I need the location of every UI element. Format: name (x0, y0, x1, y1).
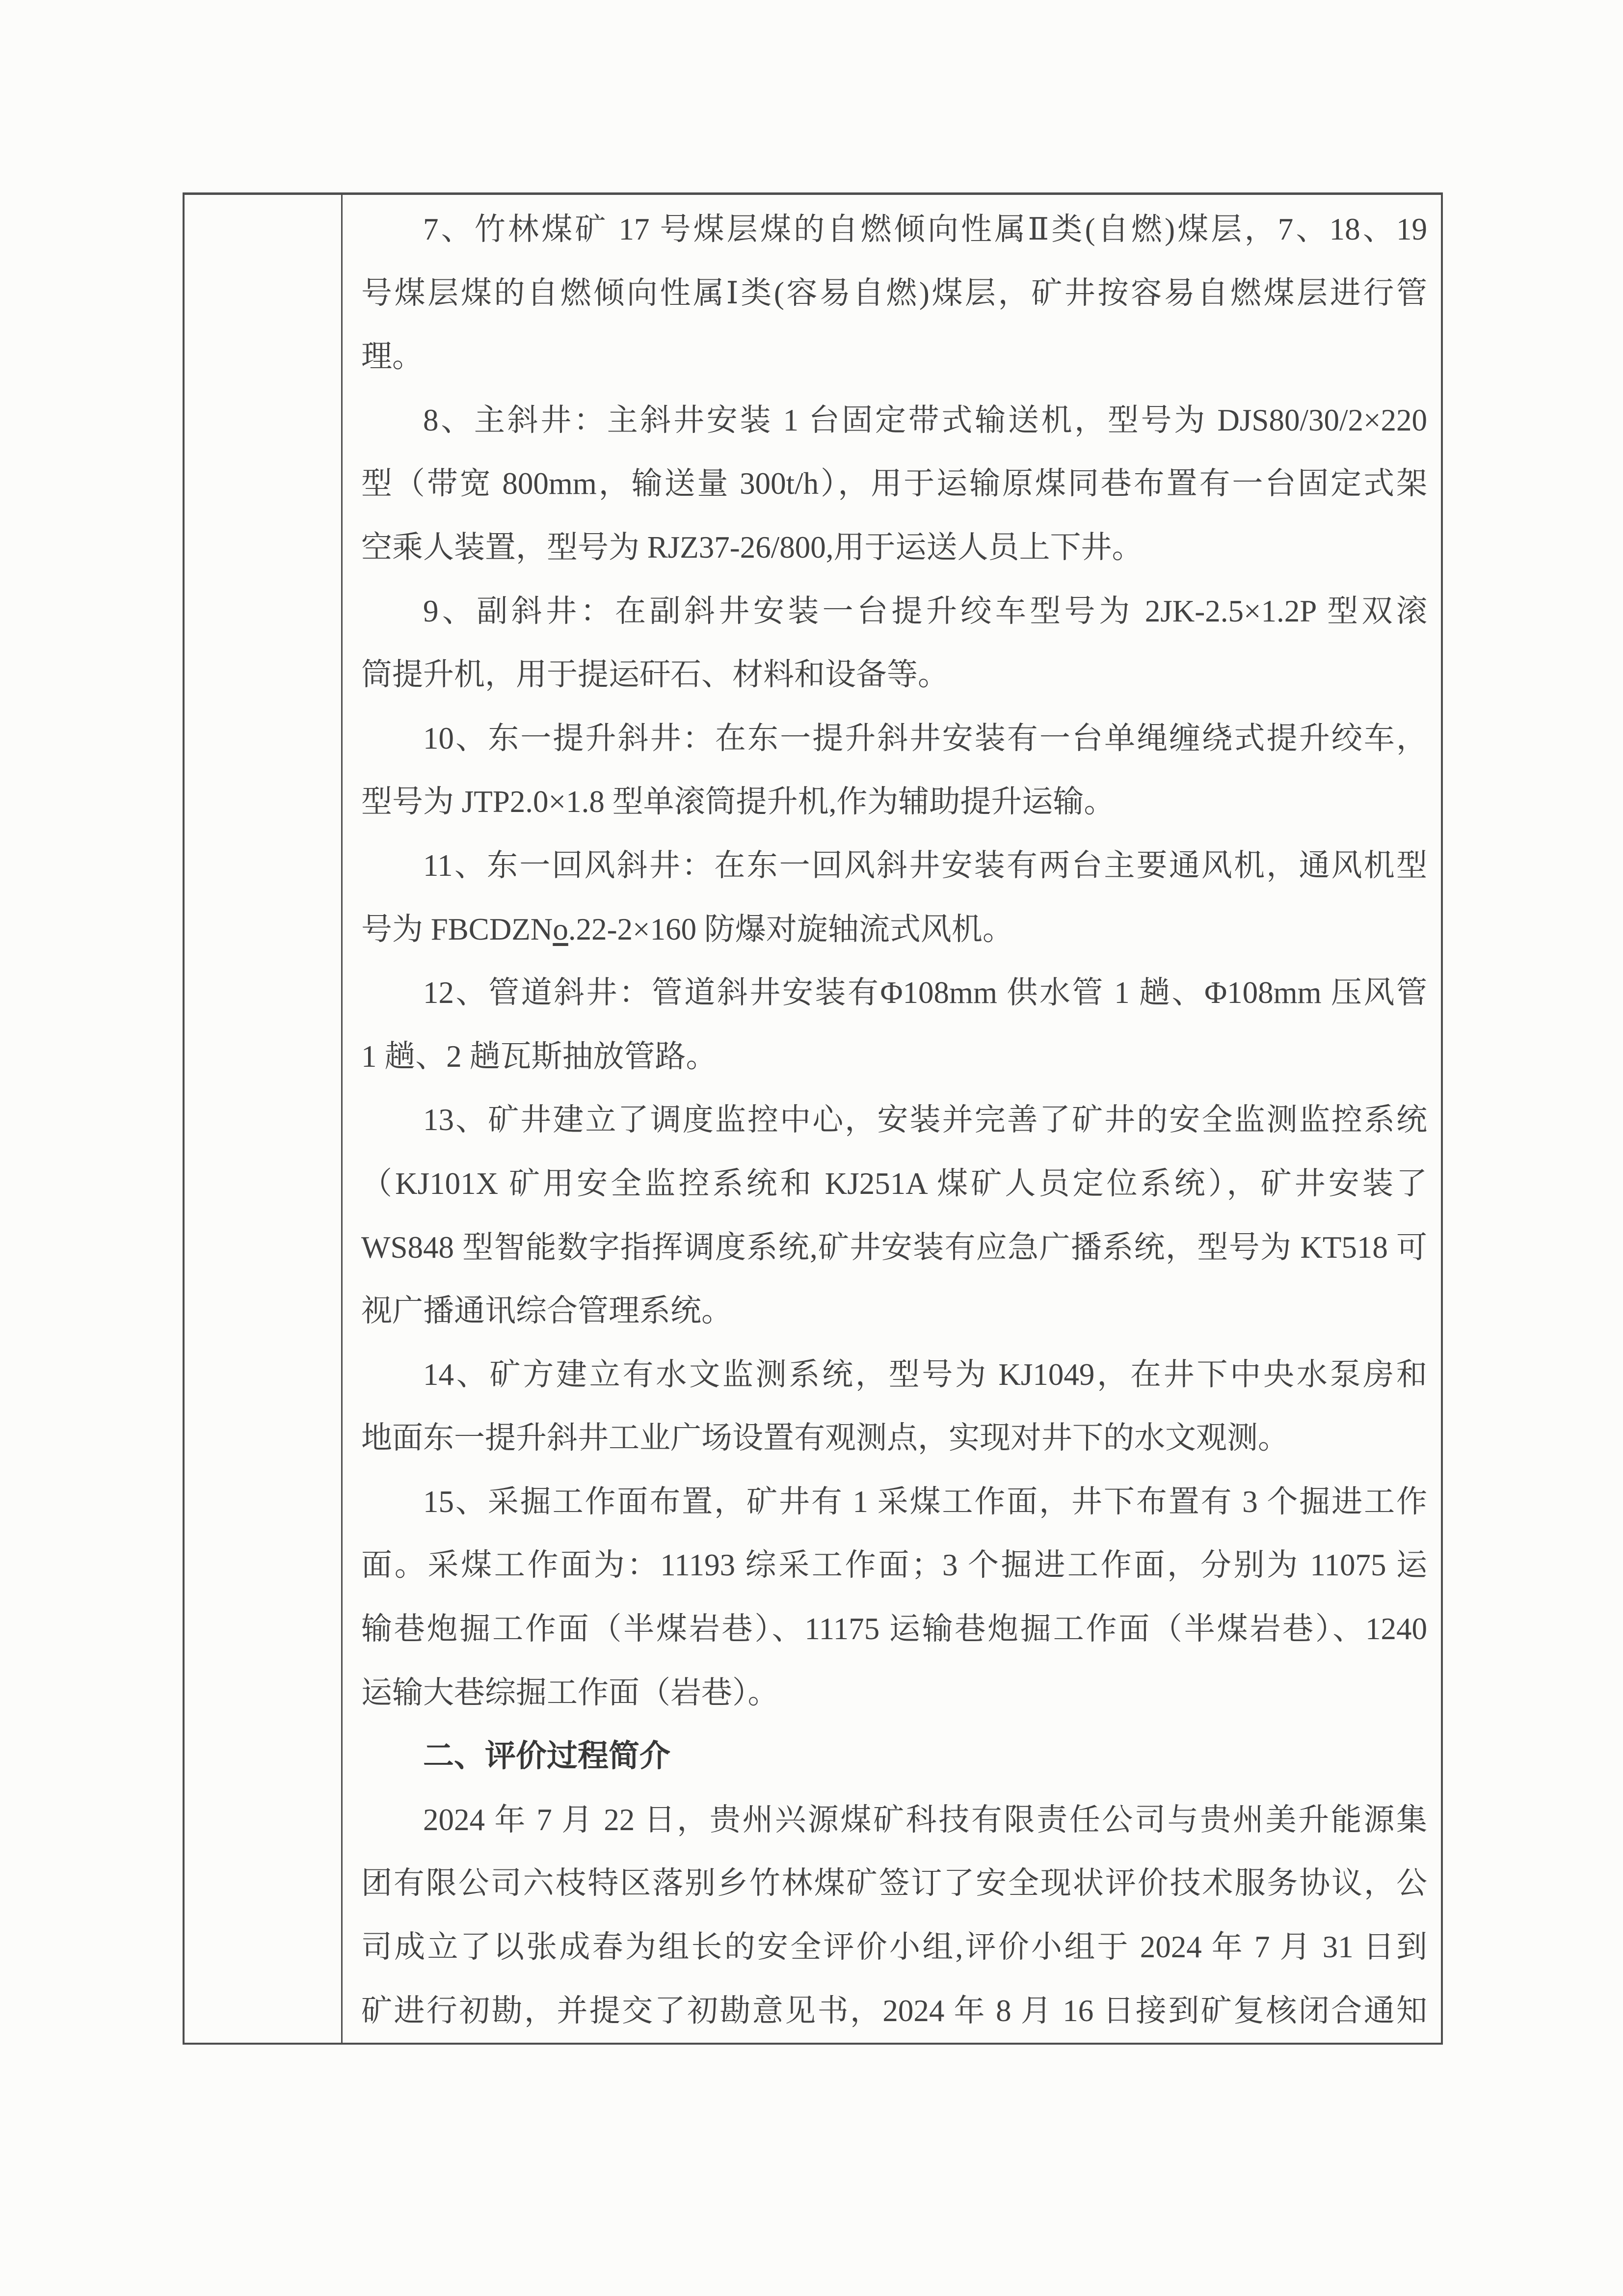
text-line: 矿进行初勘，并提交了初勘意见书，2024 年 8 月 16 日接到矿复核闭合通知 (361, 1993, 1427, 2028)
text-line: 15、采掘工作面布置，矿井有 1 采煤工作面，井下布置有 3 个掘进工作 (423, 1484, 1427, 1519)
text-segment: .22-2×160 防爆对旋轴流式风机。 (568, 912, 1013, 946)
text-line: 10、东一提升斜井：在东一提升斜井安装有一台单绳缠绕式提升绞车， (423, 721, 1427, 756)
underlined-letter: o (553, 912, 568, 946)
text-line: 视广播通讯综合管理系统。 (361, 1294, 732, 1328)
text-line: 空乘人装置，型号为 RJZ37-26/800,用于运送人员上下井。 (361, 530, 1143, 565)
text-line: WS848 型智能数字指挥调度系统,矿井安装有应急广播系统，型号为 KT518 可 (361, 1230, 1427, 1265)
text-line: 司成立了以张成春为组长的安全评价小组,评价小组于 2024 年 7 月 31 日到 (361, 1930, 1427, 1965)
text-line: 型号为 JTP2.0×1.8 型单滚筒提升机,作为辅助提升运输。 (361, 784, 1115, 819)
text-line: 团有限公司六枝特区落别乡竹林煤矿签订了安全现状评价技术服务协议，公 (361, 1866, 1427, 1901)
text-line: 运输大巷综掘工作面（岩巷）。 (361, 1675, 779, 1710)
report-table (183, 192, 1443, 2045)
section-heading: 二、评价过程简介 (423, 1739, 670, 1774)
text-line: （KJ101X 矿用安全监控系统和 KJ251A 煤矿人员定位系统），矿井安装了 (361, 1166, 1427, 1201)
text-segment: 号为 FBCDZN (361, 912, 553, 946)
text-line: 8、主斜井：主斜井安装 1 台固定带式输送机，型号为 DJS80/30/2×220 (423, 403, 1427, 437)
text-line: 12、管道斜井：管道斜井安装有Φ108mm 供水管 1 趟、Φ108mm 压风管 (423, 975, 1427, 1010)
text-line: 2024 年 7 月 22 日，贵州兴源煤矿科技有限责任公司与贵州美升能源集 (423, 1802, 1427, 1837)
text-line: 7、竹林煤矿 17 号煤层煤的自燃倾向性属Ⅱ类(自燃)煤层，7、18、19 (423, 212, 1427, 246)
text-line: 输巷炮掘工作面（半煤岩巷）、11175 运输巷炮掘工作面（半煤岩巷）、1240 (361, 1612, 1427, 1647)
text-line: 型（带宽 800mm，输送量 300t/h），用于运输原煤同巷布置有一台固定式架 (361, 466, 1427, 501)
text-line: 筒提升机，用于提运矸石、材料和设备等。 (361, 657, 949, 692)
table-left-cell (185, 195, 343, 2043)
table-main-cell (343, 195, 1441, 2043)
text-line: 11、东一回风斜井：在东一回风斜井安装有两台主要通风机，通风机型 (423, 848, 1427, 883)
text-line: 13、矿井建立了调度监控中心，安装并完善了矿井的安全监测监控系统 (423, 1103, 1427, 1137)
text-line: 号煤层煤的自燃倾向性属Ⅰ类(容易自燃)煤层，矿井按容易自燃煤层进行管 (361, 275, 1427, 310)
text-line: 理。 (361, 339, 423, 374)
text-line (361, 898, 1427, 962)
text-line: 地面东一提升斜井工业广场设置有观测点，实现对井下的水文观测。 (361, 1421, 1289, 1456)
text-line: 14、矿方建立有水文监测系统，型号为 KJ1049，在井下中央水泵房和 (423, 1357, 1427, 1392)
text-line: 面。采煤工作面为：11193 综采工作面；3 个掘进工作面，分别为 11075 运 (361, 1548, 1427, 1583)
text-line: 1 趟、2 趟瓦斯抽放管路。 (361, 1039, 717, 1074)
text-line: 9、副斜井：在副斜井安装一台提升绞车型号为 2JK-2.5×1.2P 型双滚 (423, 594, 1427, 628)
